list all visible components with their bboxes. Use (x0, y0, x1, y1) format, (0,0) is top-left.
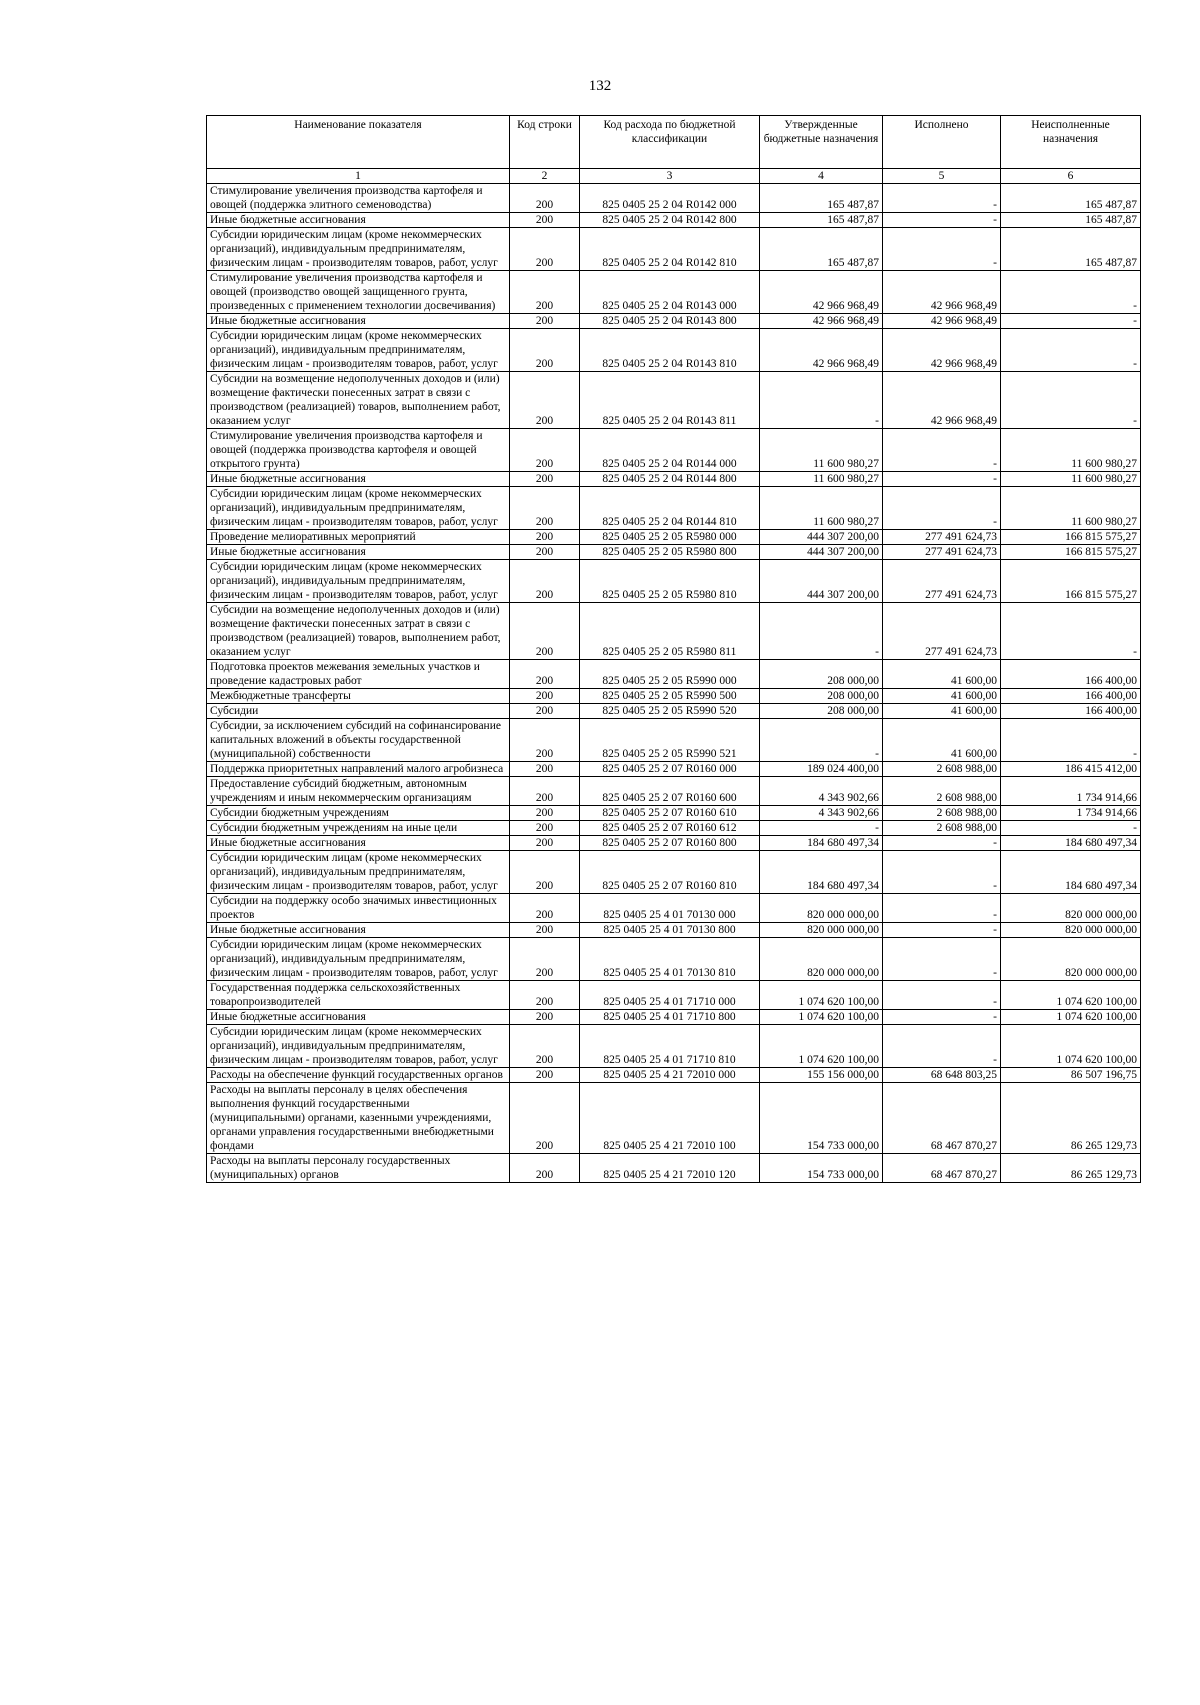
table-row (207, 228, 1141, 271)
row-unexecuted: 11 600 980,27 (1001, 472, 1141, 487)
table-row (207, 1068, 1141, 1083)
row-unexecuted: - (1001, 314, 1141, 329)
row-approved: 1 074 620 100,00 (760, 981, 883, 1010)
table-row (207, 719, 1141, 762)
row-executed: - (883, 228, 1001, 271)
row-executed: 42 966 968,49 (883, 372, 1001, 429)
row-unexecuted: 165 487,87 (1001, 213, 1141, 228)
row-approved: 42 966 968,49 (760, 314, 883, 329)
row-approved: 820 000 000,00 (760, 894, 883, 923)
row-executed: - (883, 1010, 1001, 1025)
row-expense-code: 825 0405 25 2 05 R5990 520 (580, 704, 760, 719)
row-name: Расходы на обеспечение функций государственных органов (207, 1068, 510, 1083)
row-unexecuted: 186 415 412,00 (1001, 762, 1141, 777)
row-name: Иные бюджетные ассигнования (207, 836, 510, 851)
row-name: Субсидии юридическим лицам (кроме некоммерческих организаций), индивидуальным предпринимателям, физическим лицам - производителям товаров, работ, услуг (207, 1025, 510, 1068)
header-unexecuted: Неисполненные назначения (1001, 116, 1141, 169)
row-unexecuted: 1 734 914,66 (1001, 777, 1141, 806)
table-row (207, 689, 1141, 704)
row-expense-code: 825 0405 25 2 04 R0142 810 (580, 228, 760, 271)
header-executed: Исполнено (883, 116, 1001, 169)
column-number: 5 (883, 169, 1001, 184)
row-name: Иные бюджетные ассигнования (207, 1010, 510, 1025)
row-line-code: 200 (510, 894, 580, 923)
row-approved: 208 000,00 (760, 689, 883, 704)
row-expense-code: 825 0405 25 4 01 71710 800 (580, 1010, 760, 1025)
row-expense-code: 825 0405 25 2 04 R0144 000 (580, 429, 760, 472)
row-executed: 2 608 988,00 (883, 762, 1001, 777)
row-unexecuted: 1 074 620 100,00 (1001, 1025, 1141, 1068)
row-executed: - (883, 923, 1001, 938)
row-approved: 11 600 980,27 (760, 429, 883, 472)
row-expense-code: 825 0405 25 2 04 R0142 000 (580, 184, 760, 213)
row-line-code: 200 (510, 603, 580, 660)
table-row (207, 184, 1141, 213)
row-expense-code: 825 0405 25 4 21 72010 000 (580, 1068, 760, 1083)
row-approved: 165 487,87 (760, 228, 883, 271)
row-expense-code: 825 0405 25 4 01 70130 810 (580, 938, 760, 981)
table-row (207, 271, 1141, 314)
row-expense-code: 825 0405 25 2 04 R0142 800 (580, 213, 760, 228)
row-unexecuted: 166 400,00 (1001, 689, 1141, 704)
table-row (207, 894, 1141, 923)
row-name: Субсидии юридическим лицам (кроме некоммерческих организаций), индивидуальным предпринимателям, физическим лицам - производителям товаров, работ, услуг (207, 228, 510, 271)
row-expense-code: 825 0405 25 4 01 70130 800 (580, 923, 760, 938)
row-approved: 42 966 968,49 (760, 329, 883, 372)
row-executed: 2 608 988,00 (883, 821, 1001, 836)
table-row (207, 545, 1141, 560)
row-approved: - (760, 603, 883, 660)
row-executed: 42 966 968,49 (883, 271, 1001, 314)
row-unexecuted: 165 487,87 (1001, 228, 1141, 271)
row-expense-code: 825 0405 25 2 04 R0143 810 (580, 329, 760, 372)
row-line-code: 200 (510, 719, 580, 762)
row-line-code: 200 (510, 806, 580, 821)
row-line-code: 200 (510, 689, 580, 704)
row-line-code: 200 (510, 372, 580, 429)
row-unexecuted: 1 074 620 100,00 (1001, 981, 1141, 1010)
row-expense-code: 825 0405 25 4 01 70130 000 (580, 894, 760, 923)
row-unexecuted: - (1001, 603, 1141, 660)
row-expense-code: 825 0405 25 2 05 R5980 811 (580, 603, 760, 660)
row-unexecuted: 165 487,87 (1001, 184, 1141, 213)
row-unexecuted: 11 600 980,27 (1001, 487, 1141, 530)
row-approved: 4 343 902,66 (760, 777, 883, 806)
row-expense-code: 825 0405 25 2 04 R0143 811 (580, 372, 760, 429)
row-approved: 184 680 497,34 (760, 851, 883, 894)
row-line-code: 200 (510, 938, 580, 981)
row-line-code: 200 (510, 1154, 580, 1183)
row-line-code: 200 (510, 981, 580, 1010)
table-row (207, 1010, 1141, 1025)
row-executed: 41 600,00 (883, 689, 1001, 704)
table-row (207, 923, 1141, 938)
row-executed: - (883, 184, 1001, 213)
row-expense-code: 825 0405 25 2 07 R0160 810 (580, 851, 760, 894)
header-line-code: Код строки (510, 116, 580, 169)
row-line-code: 200 (510, 184, 580, 213)
row-executed: 2 608 988,00 (883, 777, 1001, 806)
row-unexecuted: 820 000 000,00 (1001, 938, 1141, 981)
row-name: Субсидии бюджетным учреждениям (207, 806, 510, 821)
row-name: Стимулирование увеличения производства картофеля и овощей (поддержка производства картофеля и овощей открытого грунта) (207, 429, 510, 472)
column-number: 3 (580, 169, 760, 184)
row-expense-code: 825 0405 25 2 05 R5980 800 (580, 545, 760, 560)
row-name: Иные бюджетные ассигнования (207, 472, 510, 487)
row-unexecuted: 166 815 575,27 (1001, 560, 1141, 603)
row-expense-code: 825 0405 25 4 01 71710 810 (580, 1025, 760, 1068)
column-number: 4 (760, 169, 883, 184)
row-name: Субсидии юридическим лицам (кроме некоммерческих организаций), индивидуальным предпринимателям, физическим лицам - производителям товаров, работ, услуг (207, 329, 510, 372)
row-unexecuted: 184 680 497,34 (1001, 836, 1141, 851)
table-row (207, 938, 1141, 981)
row-line-code: 200 (510, 923, 580, 938)
column-number: 2 (510, 169, 580, 184)
row-name: Субсидии (207, 704, 510, 719)
row-executed: 68 467 870,27 (883, 1083, 1001, 1154)
row-line-code: 200 (510, 777, 580, 806)
row-unexecuted: 11 600 980,27 (1001, 429, 1141, 472)
row-approved: 1 074 620 100,00 (760, 1010, 883, 1025)
row-name: Субсидии на возмещение недополученных доходов и (или) возмещение фактически понесенных затрат в связи с производством (реализацией) товаров, выполнением работ, оказанием услуг (207, 603, 510, 660)
row-approved: 11 600 980,27 (760, 487, 883, 530)
row-approved: 444 307 200,00 (760, 530, 883, 545)
table-row (207, 1154, 1141, 1183)
row-approved: 155 156 000,00 (760, 1068, 883, 1083)
table-row (207, 821, 1141, 836)
table-row (207, 472, 1141, 487)
table-row (207, 213, 1141, 228)
row-expense-code: 825 0405 25 2 07 R0160 000 (580, 762, 760, 777)
row-line-code: 200 (510, 851, 580, 894)
table-row (207, 851, 1141, 894)
row-expense-code: 825 0405 25 2 04 R0143 000 (580, 271, 760, 314)
row-line-code: 200 (510, 1083, 580, 1154)
row-approved: 4 343 902,66 (760, 806, 883, 821)
row-unexecuted: 86 507 196,75 (1001, 1068, 1141, 1083)
table-row (207, 806, 1141, 821)
row-line-code: 200 (510, 704, 580, 719)
row-unexecuted: 86 265 129,73 (1001, 1083, 1141, 1154)
table-row (207, 836, 1141, 851)
row-line-code: 200 (510, 329, 580, 372)
header-approved: Утвержденные бюджетные назначения (760, 116, 883, 169)
row-executed: 41 600,00 (883, 719, 1001, 762)
row-unexecuted: 1 734 914,66 (1001, 806, 1141, 821)
row-expense-code: 825 0405 25 2 04 R0144 800 (580, 472, 760, 487)
row-name: Иные бюджетные ассигнования (207, 314, 510, 329)
row-executed: - (883, 894, 1001, 923)
row-name: Иные бюджетные ассигнования (207, 923, 510, 938)
row-executed: 277 491 624,73 (883, 560, 1001, 603)
row-line-code: 200 (510, 271, 580, 314)
column-number-row (207, 169, 1141, 184)
row-line-code: 200 (510, 660, 580, 689)
row-unexecuted: 184 680 497,34 (1001, 851, 1141, 894)
row-executed: 277 491 624,73 (883, 545, 1001, 560)
row-executed: - (883, 213, 1001, 228)
row-name: Субсидии, за исключением субсидий на софинансирование капитальных вложений в объекты государственной (муниципальной) собственности (207, 719, 510, 762)
row-name: Проведение мелиоративных мероприятий (207, 530, 510, 545)
table-row (207, 429, 1141, 472)
row-name: Межбюджетные трансферты (207, 689, 510, 704)
row-expense-code: 825 0405 25 2 05 R5990 521 (580, 719, 760, 762)
row-unexecuted: 820 000 000,00 (1001, 923, 1141, 938)
header-row (207, 116, 1141, 169)
row-name: Стимулирование увеличения производства картофеля и овощей (поддержка элитного семеноводства) (207, 184, 510, 213)
table-row (207, 329, 1141, 372)
table-header (207, 116, 1141, 184)
row-unexecuted: 166 400,00 (1001, 704, 1141, 719)
table-row (207, 777, 1141, 806)
row-name: Поддержка приоритетных направлений малого агробизнеса (207, 762, 510, 777)
column-number: 1 (207, 169, 510, 184)
row-executed: 41 600,00 (883, 660, 1001, 689)
row-unexecuted: - (1001, 271, 1141, 314)
row-approved: 820 000 000,00 (760, 923, 883, 938)
row-line-code: 200 (510, 472, 580, 487)
table-row (207, 560, 1141, 603)
row-name: Иные бюджетные ассигнования (207, 545, 510, 560)
row-approved: 208 000,00 (760, 660, 883, 689)
row-expense-code: 825 0405 25 2 05 R5990 000 (580, 660, 760, 689)
budget-report-table (206, 115, 1141, 1183)
row-executed: - (883, 429, 1001, 472)
row-unexecuted: - (1001, 821, 1141, 836)
row-line-code: 200 (510, 821, 580, 836)
row-executed: 68 467 870,27 (883, 1154, 1001, 1183)
table-row (207, 660, 1141, 689)
row-expense-code: 825 0405 25 4 21 72010 100 (580, 1083, 760, 1154)
row-name: Стимулирование увеличения производства картофеля и овощей (производство овощей защищенного грунта, произведенных с применением технологии досвечивания) (207, 271, 510, 314)
row-expense-code: 825 0405 25 2 07 R0160 800 (580, 836, 760, 851)
row-unexecuted: - (1001, 329, 1141, 372)
row-line-code: 200 (510, 228, 580, 271)
row-unexecuted: 1 074 620 100,00 (1001, 1010, 1141, 1025)
row-executed: 277 491 624,73 (883, 530, 1001, 545)
row-expense-code: 825 0405 25 4 01 71710 000 (580, 981, 760, 1010)
row-name: Расходы на выплаты персоналу государственных (муниципальных) органов (207, 1154, 510, 1183)
row-approved: 820 000 000,00 (760, 938, 883, 981)
row-expense-code: 825 0405 25 2 07 R0160 612 (580, 821, 760, 836)
row-expense-code: 825 0405 25 2 05 R5990 500 (580, 689, 760, 704)
table-row (207, 530, 1141, 545)
row-expense-code: 825 0405 25 2 04 R0144 810 (580, 487, 760, 530)
header-expense-code: Код расхода по бюджетной классификации (580, 116, 760, 169)
row-unexecuted: 166 815 575,27 (1001, 530, 1141, 545)
table-row (207, 762, 1141, 777)
row-name: Субсидии юридическим лицам (кроме некоммерческих организаций), индивидуальным предпринимателям, физическим лицам - производителям товаров, работ, услуг (207, 487, 510, 530)
row-line-code: 200 (510, 545, 580, 560)
row-executed: 42 966 968,49 (883, 314, 1001, 329)
row-name: Государственная поддержка сельскохозяйственных товаропроизводителей (207, 981, 510, 1010)
row-approved: 184 680 497,34 (760, 836, 883, 851)
row-expense-code: 825 0405 25 2 04 R0143 800 (580, 314, 760, 329)
row-executed: 41 600,00 (883, 704, 1001, 719)
row-unexecuted: 820 000 000,00 (1001, 894, 1141, 923)
row-executed: - (883, 487, 1001, 530)
row-expense-code: 825 0405 25 2 05 R5980 000 (580, 530, 760, 545)
row-line-code: 200 (510, 560, 580, 603)
row-line-code: 200 (510, 213, 580, 228)
row-name: Субсидии на поддержку особо значимых инвестиционных проектов (207, 894, 510, 923)
table-row (207, 372, 1141, 429)
row-name: Субсидии на возмещение недополученных доходов и (или) возмещение фактически понесенных затрат в связи с производством (реализацией) товаров, выполнением работ, оказанием услуг (207, 372, 510, 429)
column-number: 6 (1001, 169, 1141, 184)
row-line-code: 200 (510, 429, 580, 472)
row-executed: 68 648 803,25 (883, 1068, 1001, 1083)
table-row (207, 1083, 1141, 1154)
row-line-code: 200 (510, 762, 580, 777)
row-approved: 42 966 968,49 (760, 271, 883, 314)
table-row (207, 981, 1141, 1010)
table-row (207, 704, 1141, 719)
header-name: Наименование показателя (207, 116, 510, 169)
row-unexecuted: - (1001, 372, 1141, 429)
row-executed: - (883, 472, 1001, 487)
row-approved: 444 307 200,00 (760, 560, 883, 603)
row-approved: 11 600 980,27 (760, 472, 883, 487)
row-name: Предоставление субсидий бюджетным, автономным учреждениям и иным некоммерческим организациям (207, 777, 510, 806)
row-unexecuted: 86 265 129,73 (1001, 1154, 1141, 1183)
row-executed: - (883, 981, 1001, 1010)
row-approved: - (760, 821, 883, 836)
row-name: Субсидии юридическим лицам (кроме некоммерческих организаций), индивидуальным предпринимателям, физическим лицам - производителям товаров, работ, услуг (207, 938, 510, 981)
table-row (207, 1025, 1141, 1068)
row-executed: 42 966 968,49 (883, 329, 1001, 372)
row-expense-code: 825 0405 25 2 07 R0160 610 (580, 806, 760, 821)
table-row (207, 314, 1141, 329)
row-unexecuted: - (1001, 719, 1141, 762)
row-executed: - (883, 836, 1001, 851)
row-name: Субсидии юридическим лицам (кроме некоммерческих организаций), индивидуальным предпринимателям, физическим лицам - производителям товаров, работ, услуг (207, 851, 510, 894)
row-line-code: 200 (510, 530, 580, 545)
row-unexecuted: 166 815 575,27 (1001, 545, 1141, 560)
table-row (207, 603, 1141, 660)
row-expense-code: 825 0405 25 4 21 72010 120 (580, 1154, 760, 1183)
row-approved: 165 487,87 (760, 213, 883, 228)
row-approved: 189 024 400,00 (760, 762, 883, 777)
row-approved: 165 487,87 (760, 184, 883, 213)
row-executed: 277 491 624,73 (883, 603, 1001, 660)
row-line-code: 200 (510, 836, 580, 851)
page-number: 132 (588, 78, 612, 94)
table-row (207, 487, 1141, 530)
row-line-code: 200 (510, 1010, 580, 1025)
row-executed: - (883, 938, 1001, 981)
row-approved: - (760, 372, 883, 429)
row-line-code: 200 (510, 487, 580, 530)
row-name: Субсидии бюджетным учреждениям на иные цели (207, 821, 510, 836)
row-approved: 154 733 000,00 (760, 1154, 883, 1183)
row-executed: 2 608 988,00 (883, 806, 1001, 821)
row-executed: - (883, 851, 1001, 894)
row-approved: 444 307 200,00 (760, 545, 883, 560)
row-executed: - (883, 1025, 1001, 1068)
row-name: Субсидии юридическим лицам (кроме некоммерческих организаций), индивидуальным предпринимателям, физическим лицам - производителям товаров, работ, услуг (207, 560, 510, 603)
row-line-code: 200 (510, 314, 580, 329)
table-body (207, 184, 1141, 1183)
row-expense-code: 825 0405 25 2 07 R0160 600 (580, 777, 760, 806)
row-approved: 154 733 000,00 (760, 1083, 883, 1154)
row-name: Подготовка проектов межевания земельных участков и проведение кадастровых работ (207, 660, 510, 689)
row-expense-code: 825 0405 25 2 05 R5980 810 (580, 560, 760, 603)
row-approved: 1 074 620 100,00 (760, 1025, 883, 1068)
row-line-code: 200 (510, 1025, 580, 1068)
row-name: Иные бюджетные ассигнования (207, 213, 510, 228)
row-approved: 208 000,00 (760, 704, 883, 719)
row-unexecuted: 166 400,00 (1001, 660, 1141, 689)
row-name: Расходы на выплаты персоналу в целях обеспечения выполнения функций государственными (муниципальными) органами, казенными учреждениями, органами управления государственными внебюджетными фондами (207, 1083, 510, 1154)
row-approved: - (760, 719, 883, 762)
row-line-code: 200 (510, 1068, 580, 1083)
